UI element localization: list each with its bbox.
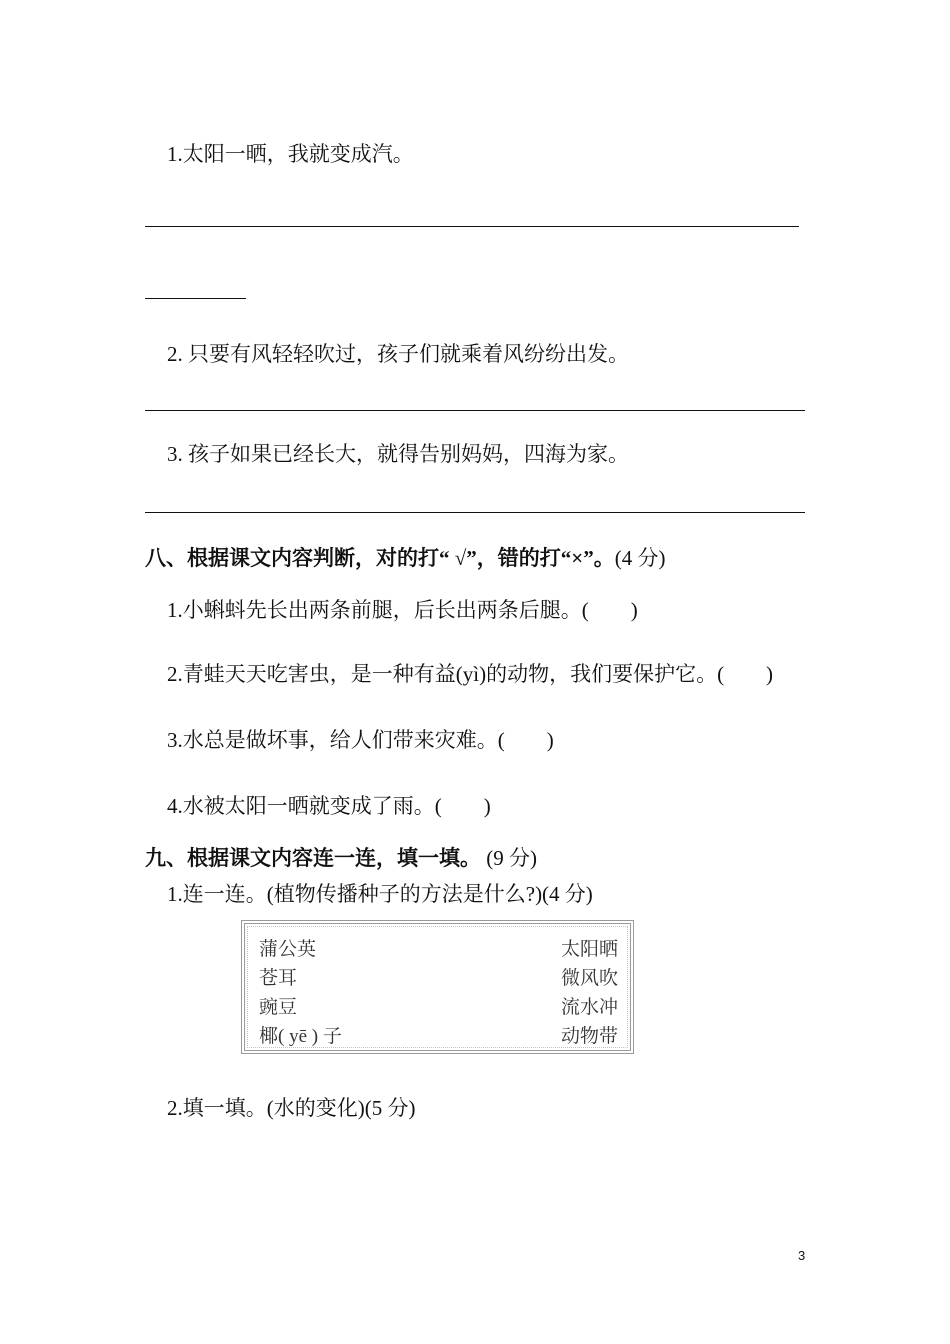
- section-9-heading: [145, 842, 537, 872]
- answer-line[interactable]: [145, 512, 805, 513]
- section-8-title: 八、根据课文内容判断，对的打“ √”，错的打“×”。: [145, 546, 615, 570]
- method-sun[interactable]: 太阳晒: [560, 939, 618, 960]
- plant-cocklebur[interactable]: 苍耳: [259, 968, 298, 989]
- section-8-heading: [145, 542, 666, 572]
- method-animal[interactable]: 动物带: [560, 1026, 618, 1047]
- section-9-points: (9 分): [486, 846, 537, 870]
- q7-item-3: 3. 孩子如果已经长大，就得告别妈妈，四海为家。: [167, 442, 629, 466]
- answer-line[interactable]: [145, 298, 246, 299]
- answer-line[interactable]: [145, 410, 805, 411]
- section-8-points: (4 分): [614, 546, 666, 570]
- plant-pea[interactable]: 豌豆: [259, 997, 298, 1018]
- plant-coconut[interactable]: 椰( yē ) 子: [259, 1026, 342, 1047]
- section-9-title: 九、根据课文内容连一连，填一填。: [145, 846, 481, 870]
- plant-dandelion[interactable]: 蒲公英: [259, 939, 317, 960]
- q7-item-1: 1.太阳一晒，我就变成汽。: [167, 142, 414, 166]
- judge-item-4: 4.水被太阳一晒就变成了雨。( ): [167, 794, 491, 818]
- judge-item-2: 2.青蛙天天吃害虫，是一种有益(yì)的动物，我们要保护它。( ): [167, 662, 774, 686]
- connect-instruction: 1.连一连。(植物传播种子的方法是什么?)(4 分): [167, 882, 593, 906]
- page-number: 3: [798, 1248, 806, 1263]
- matching-box: [241, 920, 634, 1054]
- method-wind[interactable]: 微风吹: [560, 968, 618, 989]
- answer-line[interactable]: [145, 226, 799, 227]
- method-water[interactable]: 流水冲: [560, 997, 618, 1018]
- judge-item-3: 3.水总是做坏事，给人们带来灾难。( ): [167, 728, 554, 752]
- judge-item-1: 1.小蝌蚪先长出两条前腿，后长出两条后腿。( ): [167, 598, 638, 622]
- fill-instruction: 2.填一填。(水的变化)(5 分): [167, 1096, 416, 1120]
- q7-item-2: 2. 只要有风轻轻吹过，孩子们就乘着风纷纷出发。: [167, 342, 629, 366]
